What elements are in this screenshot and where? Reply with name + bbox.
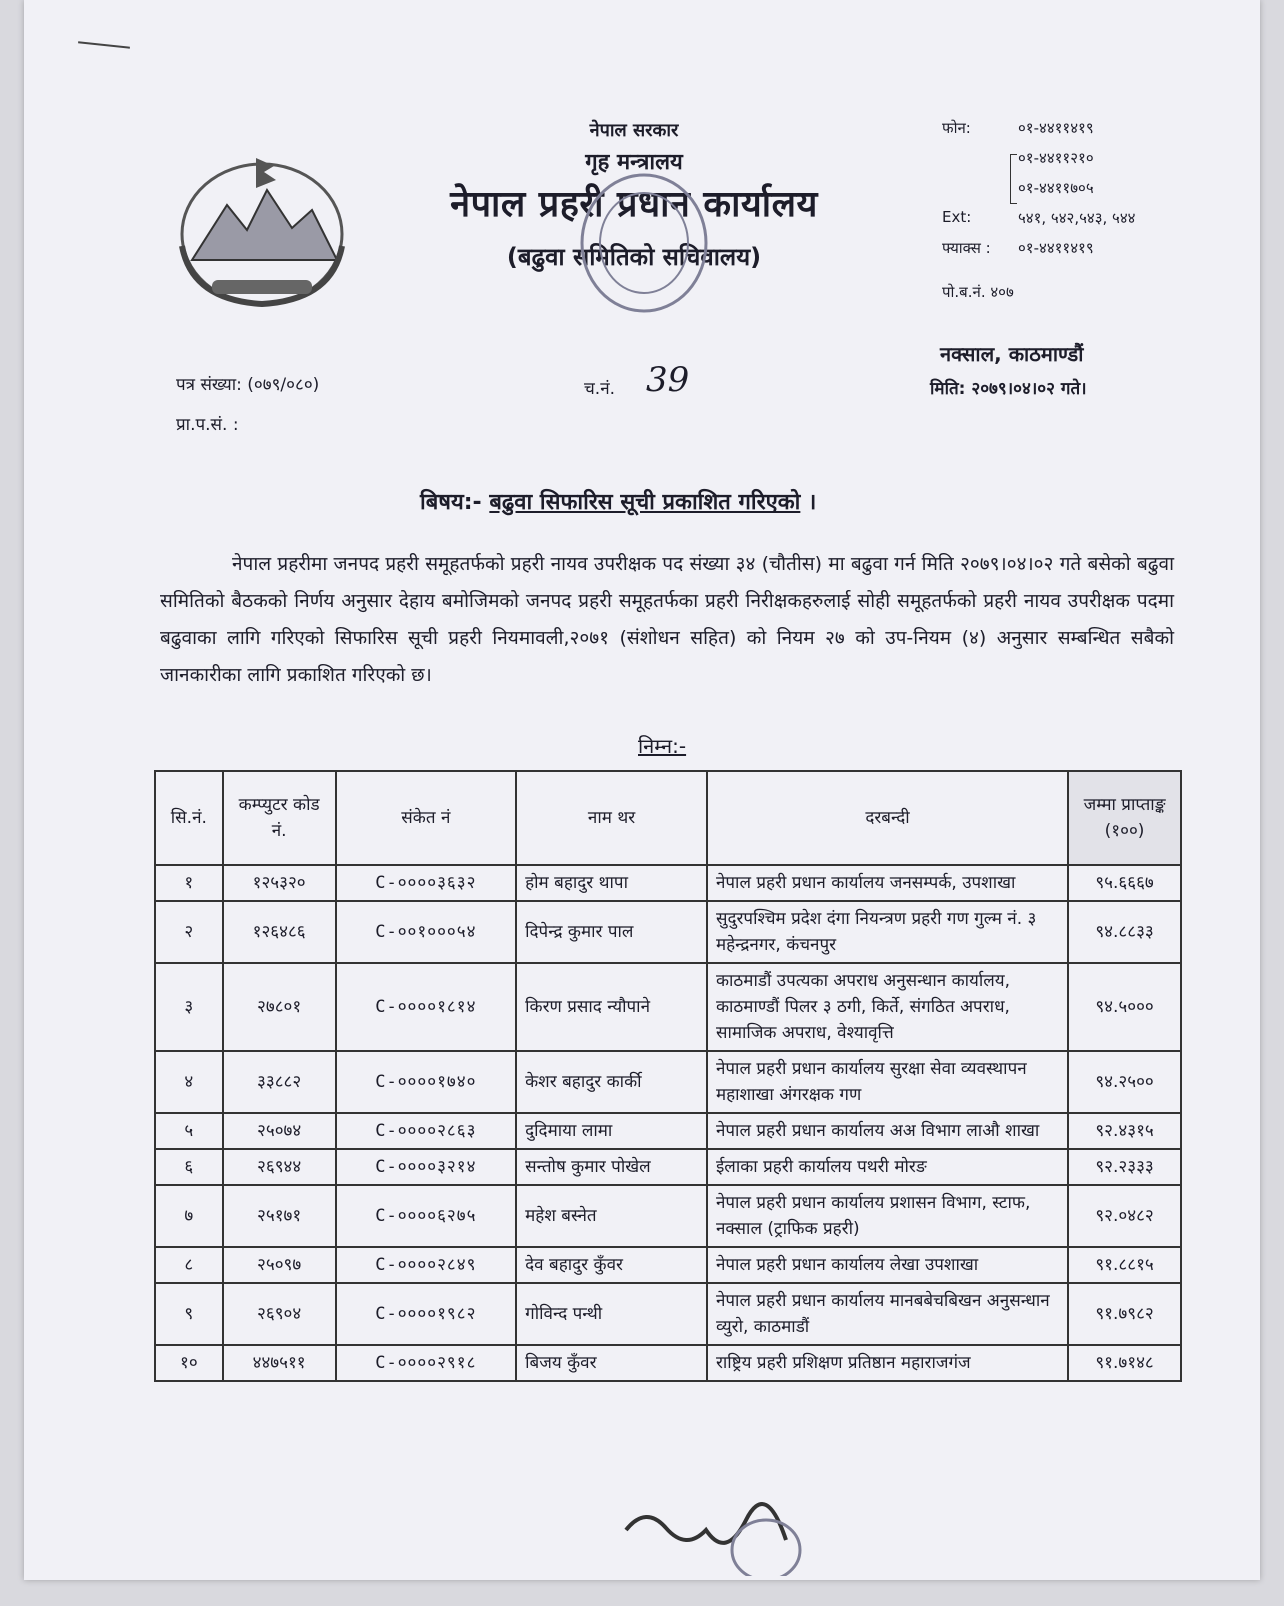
phone-number: ०१-४४११७०५ (1018, 179, 1094, 197)
cell-total: ९४.५००० (1068, 963, 1181, 1051)
cell-symbol: C-००००१८१४ (336, 963, 517, 1051)
table-row (155, 1149, 1181, 1185)
cell-posting: नेपाल प्रहरी प्रधान कार्यालय जनसम्पर्क, उपशाखा (707, 865, 1068, 901)
letter-page (24, 0, 1260, 1580)
table-row (155, 865, 1181, 901)
cell-code: २६९०४ (223, 1283, 336, 1345)
table-row (155, 1185, 1181, 1247)
table-row (155, 1283, 1181, 1345)
cell-code: २५१७१ (223, 1185, 336, 1247)
col-posting: दरबन्दी (707, 771, 1068, 865)
letter-number: पत्र संख्या: (०७९/०८०) (176, 375, 320, 395)
cell-sn: ६ (155, 1149, 223, 1185)
cell-sn: १० (155, 1345, 223, 1381)
table-header-row (155, 771, 1181, 865)
cell-sn: ९ (155, 1283, 223, 1345)
cell-total: ९२.०४८२ (1068, 1185, 1181, 1247)
ministry-name: गृह मन्त्रालय (585, 150, 683, 175)
cell-code: ३३८८२ (223, 1051, 336, 1113)
cell-sn: ५ (155, 1113, 223, 1149)
col-sn: सि.नं. (155, 771, 223, 865)
cell-name: सन्तोष कुमार पोखेल (516, 1149, 707, 1185)
nepal-emblem-icon (172, 150, 352, 310)
office-address: नक्साल, काठमाण्डौं (940, 342, 1084, 366)
cell-name: गोविन्द पन्थी (516, 1283, 707, 1345)
col-total: जम्मा प्राप्ताङ्क (१००) (1068, 771, 1181, 865)
cell-posting: सुदुरपश्चिम प्रदेश दंगा नियन्त्रण प्रहरी गण गुल्म नं. ३ महेन्द्रनगर, कंचनपुर (707, 901, 1068, 963)
body-paragraph: नेपाल प्रहरीमा जनपद प्रहरी समूहतर्फको प्रहरी नायव उपरीक्षक पद संख्या ३४ (चौतीस) मा बढुवा गर्न मिति २०७९।०४।०२ गते बसेको बढुवा समितिको बैठकको निर्णय अनुसार देहाय बमोजिमको जनपद प्रहरी समूहतर्फका प्रहरी निरीक्षकहरुलाई सोही समूहतर्फको प्रहरी नायव उपरीक्षक पदमा बढुवाका लागि गरिएको सिफारिस सूची प्रहरी नियमावली,२०७१ (संशोधन सहित) को नियम २७ को उप-नियम (४) अनुसार सम्बन्धित सबैको जानकारीका लागि प्रकाशित गरिएको छ। (160, 553, 1174, 686)
cell-total: ९१.७१४८ (1068, 1345, 1181, 1381)
table-row (155, 963, 1181, 1051)
cell-name: दुदिमाया लामा (516, 1113, 707, 1149)
cell-code: १२६४८६ (223, 901, 336, 963)
cell-sn: २ (155, 901, 223, 963)
cell-code: २६९४४ (223, 1149, 336, 1185)
ext-label: Ext: (942, 208, 972, 226)
cell-posting: राष्ट्रिय प्रहरी प्रशिक्षण प्रतिष्ठान महाराजगंज (707, 1345, 1068, 1381)
cell-sn: १ (155, 865, 223, 901)
cell-code: २७८०१ (223, 963, 336, 1051)
cell-symbol: C-००००६२७५ (336, 1185, 517, 1247)
cell-posting: नेपाल प्रहरी प्रधान कार्यालय सुरक्षा सेवा व्यवस्थापन महाशाखा अंगरक्षक गण (707, 1051, 1068, 1113)
cell-posting: नेपाल प्रहरी प्रधान कार्यालय लेखा उपशाखा (707, 1247, 1068, 1283)
cell-name: बिजय कुँवर (516, 1345, 707, 1381)
cell-code: २५०७४ (223, 1113, 336, 1149)
col-code: कम्प्युटर कोड नं. (223, 771, 336, 865)
cell-code: १२५३२० (223, 865, 336, 901)
subject-end: । (808, 490, 817, 515)
secretariat-name: (बढुवा समितिको सचिवालय) (506, 243, 762, 271)
cell-name: किरण प्रसाद न्यौपाने (516, 963, 707, 1051)
cell-symbol: C-००१०००५४ (336, 901, 517, 963)
chalan-label: च.नं. (584, 379, 616, 399)
table-row (155, 1247, 1181, 1283)
cell-sn: ८ (155, 1247, 223, 1283)
po-box: पो.ब.नं. ४०७ (942, 283, 1014, 301)
cell-name: केशर बहादुर कार्की (516, 1051, 707, 1113)
cell-total: ९४.८८३३ (1068, 901, 1181, 963)
fax-label: फ्याक्स : (942, 239, 991, 257)
cell-total: ९१.७९८२ (1068, 1283, 1181, 1345)
table-row (155, 1051, 1181, 1113)
recommendation-table (154, 770, 1182, 1382)
cell-sn: ३ (155, 963, 223, 1051)
cell-symbol: C-००००२८६३ (336, 1113, 517, 1149)
phone-number: ०१-४४११२१० (1018, 149, 1094, 167)
signature-stamp (616, 1500, 816, 1576)
cell-symbol: C-००००२९१८ (336, 1345, 517, 1381)
cell-posting: नेपाल प्रहरी प्रधान कार्यालय अअ विभाग लाऔ शाखा (707, 1113, 1068, 1149)
cell-symbol: C-००००३६३२ (336, 865, 517, 901)
office-seal-stamp (574, 168, 714, 318)
cell-code: २५०९७ (223, 1247, 336, 1283)
cell-symbol: C-००००२८४९ (336, 1247, 517, 1283)
subject-line (420, 486, 816, 516)
cell-name: देव बहादुर कुँवर (516, 1247, 707, 1283)
fax-number: ०१-४४११४१९ (1018, 239, 1094, 257)
cell-code: ४४७५११ (223, 1345, 336, 1381)
cell-symbol: C-००००३२१४ (336, 1149, 517, 1185)
contact-block (942, 118, 1182, 312)
col-symbol: संकेत नं (336, 771, 517, 865)
cell-symbol: C-००००१९८२ (336, 1283, 517, 1345)
cell-name: होम बहादुर थापा (516, 865, 707, 901)
ppno-label: प्रा.प.सं. : (176, 415, 239, 435)
cell-sn: ४ (155, 1051, 223, 1113)
cell-total: ९२.२३३३ (1068, 1149, 1181, 1185)
government-name: नेपाल सरकार (589, 120, 679, 141)
phone-number: ०१-४४११४१९ (1018, 119, 1094, 137)
cell-total: ९१.८८१५ (1068, 1247, 1181, 1283)
chalan-number: 39 (646, 360, 690, 400)
office-name: नेपाल प्रहरी प्रधान कार्यालय (450, 184, 818, 225)
cell-name: दिपेन्द्र कुमार पाल (516, 901, 707, 963)
cell-total: ९४.२५०० (1068, 1051, 1181, 1113)
cell-sn: ७ (155, 1185, 223, 1247)
table-row (155, 1113, 1181, 1149)
cell-posting: नेपाल प्रहरी प्रधान कार्यालय प्रशासन विभाग, स्टाफ, नक्साल (ट्राफिक प्रहरी) (707, 1185, 1068, 1247)
subject-text: बढुवा सिफारिस सूची प्रकाशित गरिएको (489, 490, 801, 515)
ext-numbers: ५४१, ५४२,५४३, ५४४ (1018, 209, 1136, 227)
table-row (155, 1345, 1181, 1381)
cell-total: ९२.४३१५ (1068, 1113, 1181, 1149)
cell-posting: नेपाल प्रहरी प्रधान कार्यालय मानबबेचबिखन अनुसन्धान व्युरो, काठमाडौं (707, 1283, 1068, 1345)
table-row (155, 901, 1181, 963)
cell-name: महेश बस्नेत (516, 1185, 707, 1247)
cell-total: ९५.६६६७ (1068, 865, 1181, 901)
phone-label: फोन: (942, 119, 971, 137)
cell-symbol: C-००००१७४० (336, 1051, 517, 1113)
pen-mark (78, 41, 130, 48)
cell-posting: काठमाडौं उपत्यका अपराध अनुसन्धान कार्यालय, काठमाण्डौं पिलर ३ ठगी, किर्ते, संगठित अपराध, सामाजिक अपराध, वेश्यावृत्ति (707, 963, 1068, 1051)
list-heading: निम्न:- (638, 734, 687, 758)
col-name: नाम थर (516, 771, 707, 865)
cell-posting: ईलाका प्रहरी कार्यालय पथरी मोरङ (707, 1149, 1068, 1185)
phone-bracket (1010, 154, 1017, 204)
subject-prefix: बिषय:- (420, 490, 482, 515)
letter-date: मिति: २०७९।०४।०२ गते। (930, 379, 1087, 399)
